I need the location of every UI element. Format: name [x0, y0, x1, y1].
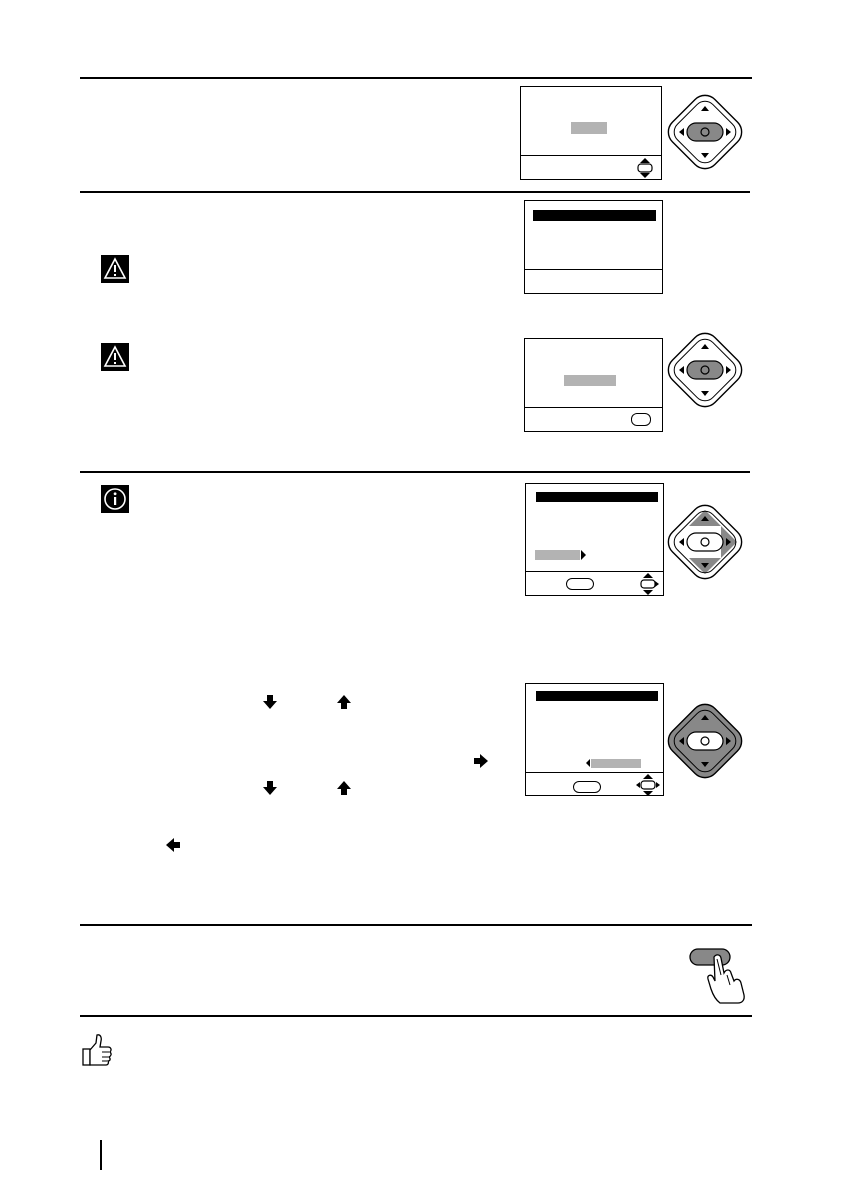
arrow-down-icon: [262, 781, 278, 795]
ok-key-icon: [566, 578, 594, 590]
up-down-right-select-icon: [639, 573, 659, 595]
menu-screen-4: [525, 483, 664, 596]
warning-icon: [101, 343, 129, 371]
thumbs-up-icon: [82, 1033, 112, 1067]
remote-dpad-ok-highlighted: [667, 332, 743, 408]
highlighted-menu-item: [564, 375, 616, 386]
remote-dpad-up-down-right-highlighted: [667, 504, 743, 580]
value-left-arrow-icon: [586, 759, 590, 767]
arrow-left-icon: [166, 837, 180, 853]
up-down-select-icon: [636, 158, 654, 178]
remote-dpad-all-highlighted: [667, 703, 743, 779]
warning-icon: [101, 255, 129, 283]
menu-title-bar: [536, 691, 658, 701]
highlighted-menu-item: [535, 550, 580, 560]
section-divider-2: [80, 191, 750, 193]
highlighted-menu-item: [571, 122, 607, 134]
menu-footer-divider: [525, 407, 662, 408]
submenu-right-arrow-icon: [581, 550, 586, 560]
menu-footer-divider: [526, 772, 663, 773]
hand-pressing-button-icon: [686, 945, 748, 1005]
highlighted-value-field: [591, 759, 641, 768]
info-icon: [101, 485, 129, 513]
arrow-down-icon: [262, 695, 278, 709]
section-divider-3: [80, 471, 750, 473]
arrow-right-icon: [474, 753, 488, 769]
menu-screen-1: [520, 86, 662, 180]
section-divider-top: [80, 77, 752, 79]
menu-screen-5: [525, 683, 664, 796]
arrow-up-icon: [336, 695, 352, 709]
arrow-up-icon: [336, 781, 352, 795]
menu-screen-3: [524, 338, 663, 432]
ok-key-icon: [631, 413, 651, 426]
section-divider-4: [80, 924, 752, 926]
menu-screen-2: [524, 200, 663, 294]
menu-title-bar: [533, 210, 656, 221]
page-margin-bar: [100, 1140, 102, 1170]
menu-footer-divider: [526, 571, 663, 572]
menu-footer-divider: [525, 269, 662, 270]
four-way-select-icon: [636, 774, 660, 796]
remote-dpad-ok-highlighted: [667, 94, 743, 170]
menu-footer-divider: [521, 155, 661, 156]
menu-title-bar: [536, 492, 658, 502]
ok-key-icon: [573, 781, 601, 793]
section-divider-5: [80, 1015, 752, 1017]
